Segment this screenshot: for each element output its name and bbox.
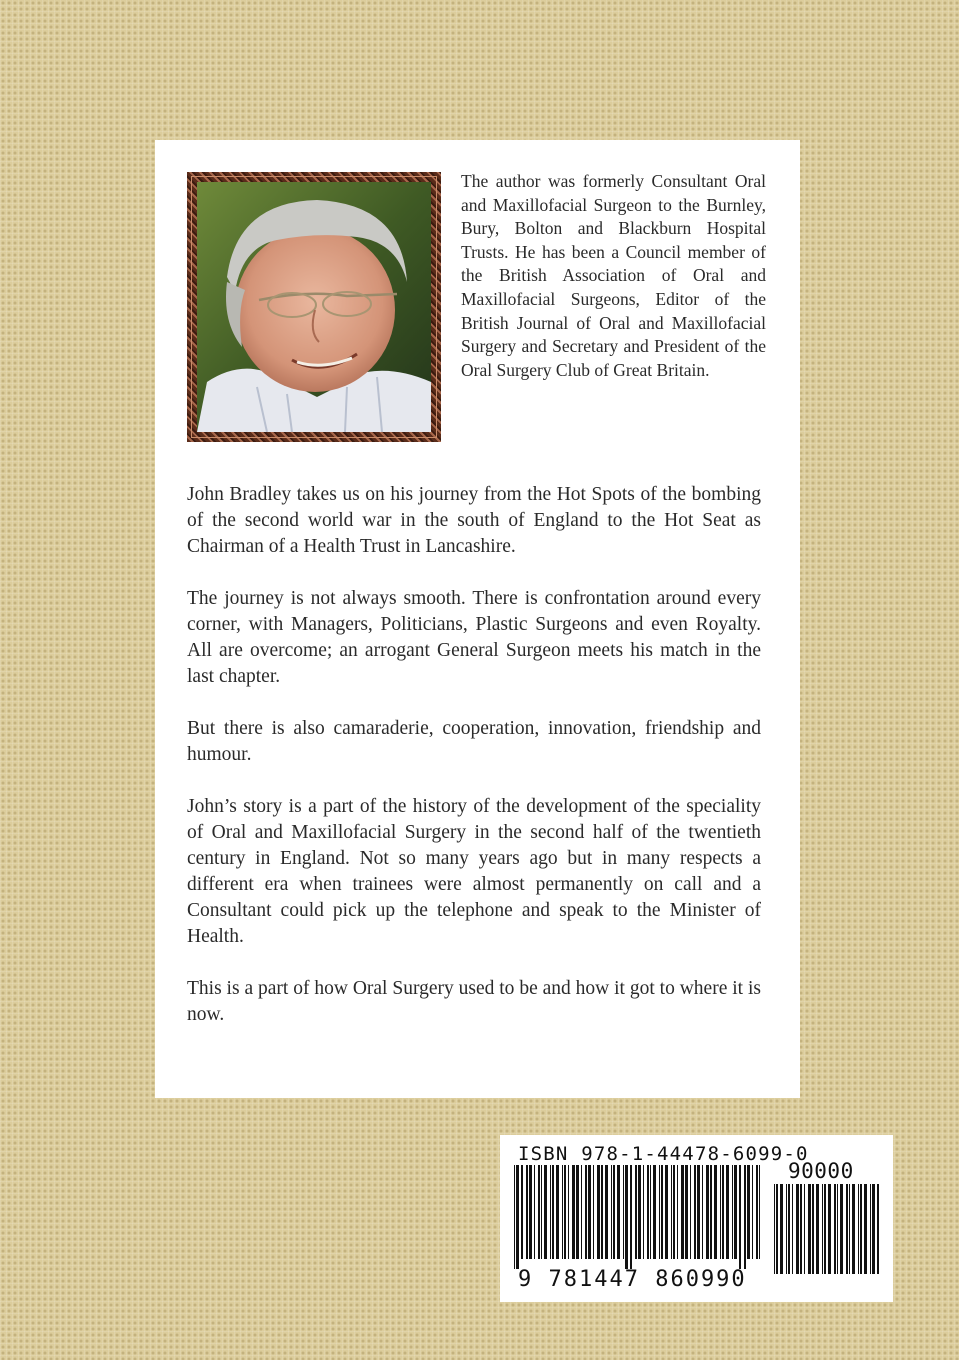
ean-barcode bbox=[512, 1165, 764, 1269]
blurb-paragraph-5: This is a part of how Oral Surgery used to be and how it got to where it is now. bbox=[187, 978, 761, 1025]
author-photo bbox=[197, 182, 431, 432]
blurb-paragraph-3: But there is also camaraderie, cooperation, innovation, friendship and humour. bbox=[187, 718, 761, 765]
addon-barcode bbox=[772, 1184, 880, 1284]
author-bio: The author was formerly Consultant Oral and Maxillofacial Surgeon to the Burnley, Bury, Bolton and Blackburn Hospital Trusts. He has been a Council member of the British Association of Oral and Maxillofacial Surgeons, Editor of the British Journal of Oral and Maxillofacial Surgery and Secretary and President of the Oral Surgery Club of Great Britain. bbox=[461, 171, 766, 380]
author-photo-frame bbox=[187, 172, 441, 442]
back-cover-panel bbox=[155, 140, 800, 1098]
blurb-paragraph-2: The journey is not always smooth. There is confrontation around every corner, with Managers, Politicians, Plastic Surgeons and even Royalty. All are overcome; an arrogant General Surgeon meets his match in the last chapter. bbox=[187, 588, 761, 687]
blurb bbox=[187, 482, 761, 1054]
blurb-paragraph-4: John’s story is a part of the history of the development of the speciality of Oral and Maxillofacial Surgery in the second half of the twentieth century in England. Not so many years ago but in many respects a different era when trainees were almost permanently on call and a Consultant could pick up the telephone and speak to the Minister of Health. bbox=[187, 796, 761, 947]
ean-digits: 9 781447 860990 bbox=[518, 1267, 747, 1292]
price-code: 90000 bbox=[788, 1159, 854, 1183]
isbn-barcode-box bbox=[500, 1135, 893, 1302]
isbn-label: ISBN 978-1-44478-6099-0 bbox=[518, 1143, 809, 1165]
blurb-paragraph-1: John Bradley takes us on his journey from the Hot Spots of the bombing of the second world war in the south of England to the Hot Seat as Chairman of a Health Trust in Lancashire. bbox=[187, 484, 761, 557]
